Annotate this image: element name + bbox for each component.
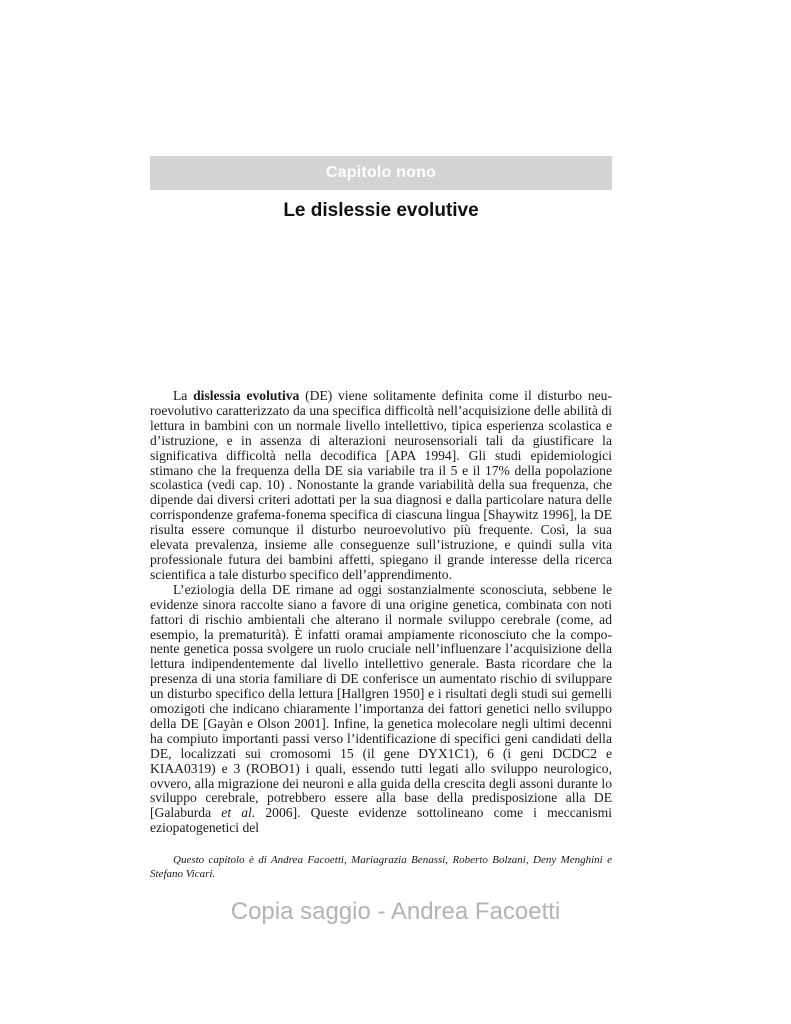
- paragraph-1: [150, 389, 612, 583]
- paragraph-2-text: L’eziologia della DE rimane ad oggi sostanzialmente sconosciuta, sebbene le evidenze sinora raccolte siano a favore di una origine genetica, combinata con noti fattori di rischio ambientali che alterano il normale sviluppo cerebrale (come, ad esempio, la prematurità). È infatti oramai ampiamente riconosciuto che la componente genetica possa svolgere un ruolo cruciale nell’influenzare l’acquisizione della lettura indipendentemente dal livello intellettivo generale. Basta ricordare che la presenza di una storia familiare di DE conferisce un aumentato rischio di sviluppare un disturbo specifico della lettura [Hallgren 1950] e i risultati degli studi sui gemelli omozigoti che indicano chiaramente l’importanza dei fattori genetici nello sviluppo della DE [Gayàn e Olson 2001]. Infine, la genetica molecolare negli ultimi decenni ha compiuto importanti passi verso l’identificazione di specifici geni candidati della DE, localizzati sui cromosomi 15 (il gene DYX1C1), 6 (i geni DCDC2 e KIAA0319) e 3 (ROBO1) i quali, essendo tutti legati allo sviluppo neurologico, ovvero, alla migrazione dei neuroni e alla guida della crescita degli assoni durante lo sviluppo cerebrale, potrebbero essere alla base della predisposizione alla DE [Galaburda: [150, 581, 612, 821]
- watermark: Copia saggio - Andrea Facoetti: [230, 898, 561, 925]
- body-text: [150, 389, 612, 836]
- chapter-label: Capitolo nono: [325, 164, 437, 181]
- chapter-title: Le dislessie evolutive: [283, 200, 479, 221]
- paragraph-1-lead: La: [173, 388, 194, 403]
- chapter-band: [150, 156, 612, 190]
- et-al: et al.: [221, 805, 256, 821]
- paragraph-2-tail: 2006]. Queste evidenze sottolineano come i meccanismi eziopatogenetici del: [150, 805, 612, 836]
- paragraph-2: [150, 583, 612, 836]
- footnote: Questo capitolo è di Andrea Facoetti, Mariagrazia Benassi, Roberto Bolzani, Deny Menghini e Stefano Vicari.: [150, 854, 612, 880]
- paragraph-1-text: (DE) viene solitamente definita come il disturbo neuroevolutivo caratterizzato da una specifica difficoltà nell’acquisizione delle abilità di lettura in bambini con un normale livello intellettivo, tipica esperienza scolastica e d’istruzione, e in assenza di alterazioni neurosensoriali tali da giustificare la significativa difficoltà nella decodifica [APA 1994]. Gli studi epidemiologici stimano che la frequenza della DE sia variabile tra il 5 e il 17% della popolazione scolastica (vedi cap. 10) . Nonostante la grande variabilità della sua frequenza, che dipende dai diversi criteri adottati per la sua diagnosi e dalla particolare natura delle corrispondenze grafema-fonema specifica di ciascuna lingua [Shaywitz 1996], la DE risulta essere comunque il disturbo neuroevolutivo più frequente. Così, la sua elevata prevalenza, insieme alle conseguenze sull’istruzione, e quindi sulla vita professionale futura dei bambini affetti, spiegano il grande interesse della ricerca scientifica a tale disturbo specifico dell’apprendimento.: [150, 388, 612, 582]
- term-dislessia-evolutiva: dislessia evolutiva: [193, 388, 300, 403]
